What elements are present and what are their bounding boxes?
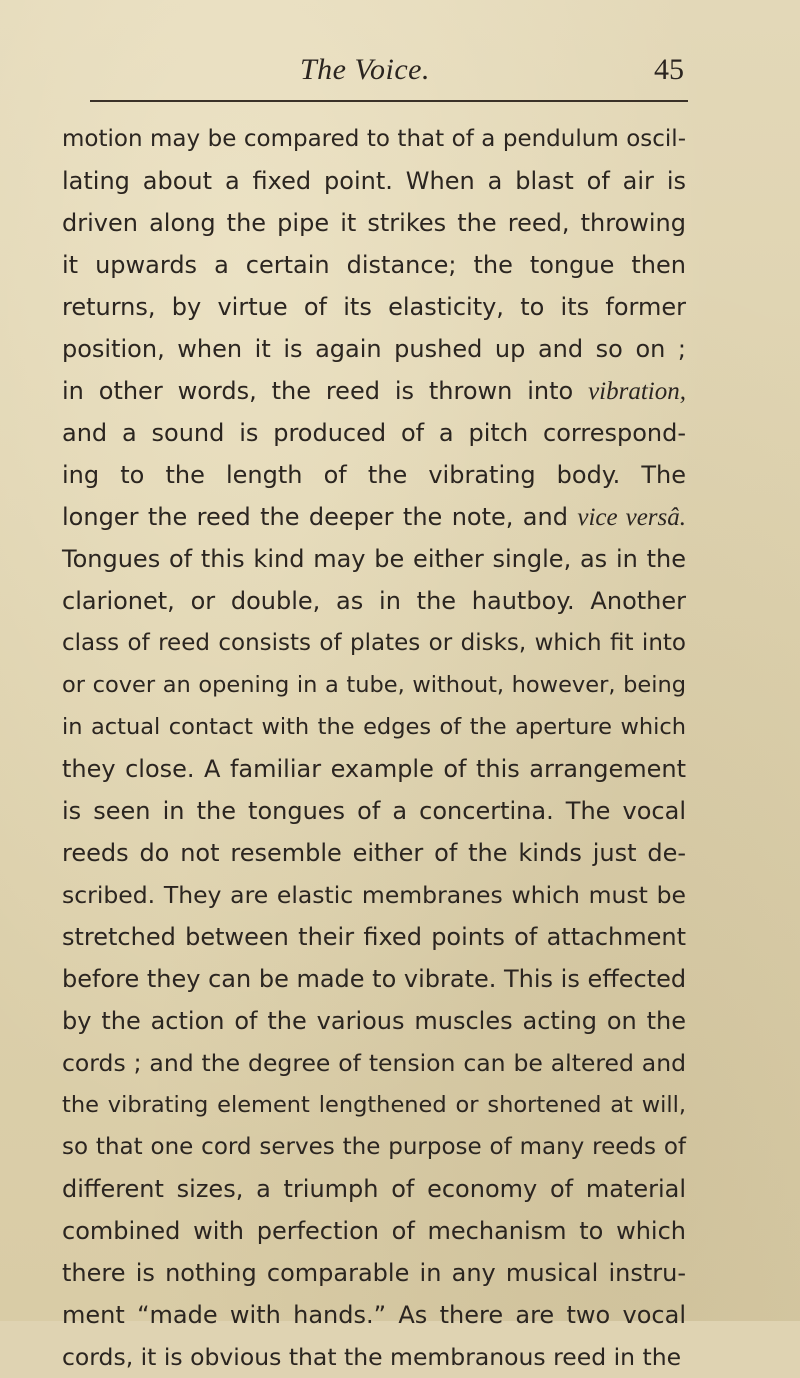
text-line-roman: longer the reed the deeper the note, and bbox=[62, 503, 578, 531]
text-line: different sizes, a triumph of economy of material bbox=[62, 1175, 686, 1203]
page-number: 45 bbox=[654, 53, 684, 86]
text-line: so that one cord serves the purpose of many reeds of bbox=[62, 1134, 686, 1160]
text-line: ment “made with hands.” As there are two vocal bbox=[62, 1301, 686, 1329]
text-line: and a sound is produced of a pitch correspond- bbox=[62, 419, 686, 447]
text-line: cords ; and the degree of tension can be altered and bbox=[62, 1049, 686, 1077]
text-line: or cover an opening in a tube, without, however, being bbox=[62, 672, 686, 698]
text-line: class of reed consists of plates or disks, which fit into bbox=[62, 630, 686, 656]
text-line: combined with perfection of mechanism to which bbox=[62, 1217, 686, 1245]
italic-term: vibration, bbox=[588, 378, 686, 405]
text-line: in actual contact with the edges of the aperture which bbox=[62, 714, 686, 740]
italic-term: vice versâ. bbox=[577, 504, 686, 531]
text-line: scribed. They are elastic membranes which must be bbox=[62, 881, 686, 909]
text-line: motion may be compared to that of a pendulum oscil- bbox=[62, 126, 686, 152]
header-rule bbox=[90, 100, 688, 102]
text-line bbox=[62, 496, 686, 538]
text-line: there is nothing comparable in any musical instru- bbox=[62, 1259, 686, 1287]
text-line: they close. A familiar example of this arrangement bbox=[62, 755, 686, 783]
running-title: The Voice. bbox=[300, 53, 430, 86]
text-line: returns, by virtue of its elasticity, to its former bbox=[62, 293, 686, 321]
text-line: the vibrating element lengthened or shortened at will, bbox=[62, 1092, 686, 1118]
text-line bbox=[62, 370, 686, 412]
text-line: stretched between their fixed points of attachment bbox=[62, 923, 686, 951]
text-line: Tongues of this kind may be either single, as in the bbox=[62, 545, 686, 573]
text-line-roman: in other words, the reed is thrown into bbox=[62, 377, 589, 405]
text-line: by the action of the various muscles acting on the bbox=[62, 1007, 686, 1035]
text-line: it upwards a certain distance; the tongue then bbox=[62, 251, 686, 279]
running-head bbox=[0, 50, 800, 90]
text-line: driven along the pipe it strikes the reed, throwing bbox=[62, 209, 686, 237]
text-line: is seen in the tongues of a concertina. The vocal bbox=[62, 797, 686, 825]
text-line: cords, it is obvious that the membranous reed in the bbox=[62, 1343, 682, 1371]
body-paragraph bbox=[62, 118, 686, 1378]
text-line: lating about a fixed point. When a blast of air is bbox=[62, 167, 686, 195]
text-line: position, when it is again pushed up and so on ; bbox=[62, 335, 686, 363]
text-line: ing to the length of the vibrating body. The bbox=[62, 461, 686, 489]
text-line: clarionet, or double, as in the hautboy. Another bbox=[62, 587, 686, 615]
text-line: reeds do not resemble either of the kinds just de- bbox=[62, 839, 686, 867]
text-line: before they can be made to vibrate. This is effected bbox=[62, 965, 687, 993]
